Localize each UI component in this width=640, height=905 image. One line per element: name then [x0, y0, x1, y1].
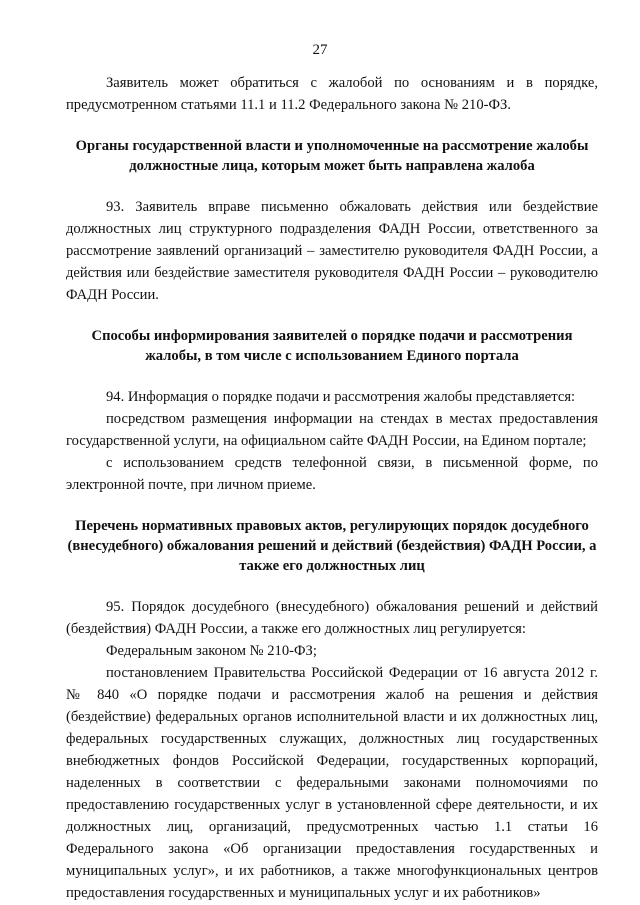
document-body: [66, 72, 598, 904]
section-heading-information-methods: Способы информирования заявителей о порядке подачи и рассмотрения жалобы, в том числе с использованием Единого портала: [91, 328, 573, 364]
paragraph-94: 94. Информация о порядке подачи и рассмотрения жалобы представляется:: [106, 389, 576, 405]
paragraph-94-stands: посредством размещения информации на стендах в местах предоставления государственной услуги, на официальном сайте ФАДН России, на Едином портале;: [66, 411, 598, 449]
paragraph-95: 95. Порядок досудебного (внесудебного) обжалования решений и действий (бездействия) ФАДН России, а также его должностных лиц регулируется:: [66, 599, 598, 637]
paragraph-94-phone: с использованием средств телефонной связи, в письменной форме, по электронной почте, при личном приеме.: [66, 455, 598, 493]
section-heading-authorities: Органы государственной власти и уполномоченные на рассмотрение жалобы должностные лица, которым может быть направлена жалоба: [75, 138, 589, 174]
paragraph-95-decree: постановлением Правительства Российской Федерации от 16 августа 2012 г. № 840 «О порядке подачи и рассмотрения жалоб на решения и действия (бездействие) федеральных органов исполнительной власти и их должностных лиц, федеральных государственных служащих, должностных лиц государственных внебюджетных фондов Российской Федерации, государственных корпораций, наделенных в соответствии с федеральными законами полномочиями по предоставлению государственных услуг в установленной сфере деятельности, и их должностных лиц, организаций, предусмотренных частью 1.1 статьи 16 Федерального закона «Об организации предоставления государственных и муниципальных услуг», и их работников, а также многофункциональных центров предоставления государственных и муниципальных услуг и их работников»: [66, 665, 598, 901]
paragraph-93: 93. Заявитель вправе письменно обжаловать действия или бездействие должностных лиц структурного подразделения ФАДН России, ответственного за рассмотрение заявлений организаций – заместителю руководителя ФАДН России, а действия или бездействие заместителя руководителя ФАДН России – руководителю ФАДН России.: [66, 199, 598, 303]
paragraph-appeal-grounds: Заявитель может обратиться с жалобой по основаниям и в порядке, предусмотренном статьями 11.1 и 11.2 Федерального закона № 210-ФЗ.: [66, 75, 598, 113]
page-number: 27: [312, 42, 328, 58]
paragraph-95-law: Федеральным законом № 210-ФЗ;: [106, 643, 317, 659]
section-heading-legal-acts: Перечень нормативных правовых актов, регулирующих порядок досудебного (внесудебного) обжалования решений и действий (бездействия) ФАДН России, а также его должностных лиц: [67, 518, 597, 574]
